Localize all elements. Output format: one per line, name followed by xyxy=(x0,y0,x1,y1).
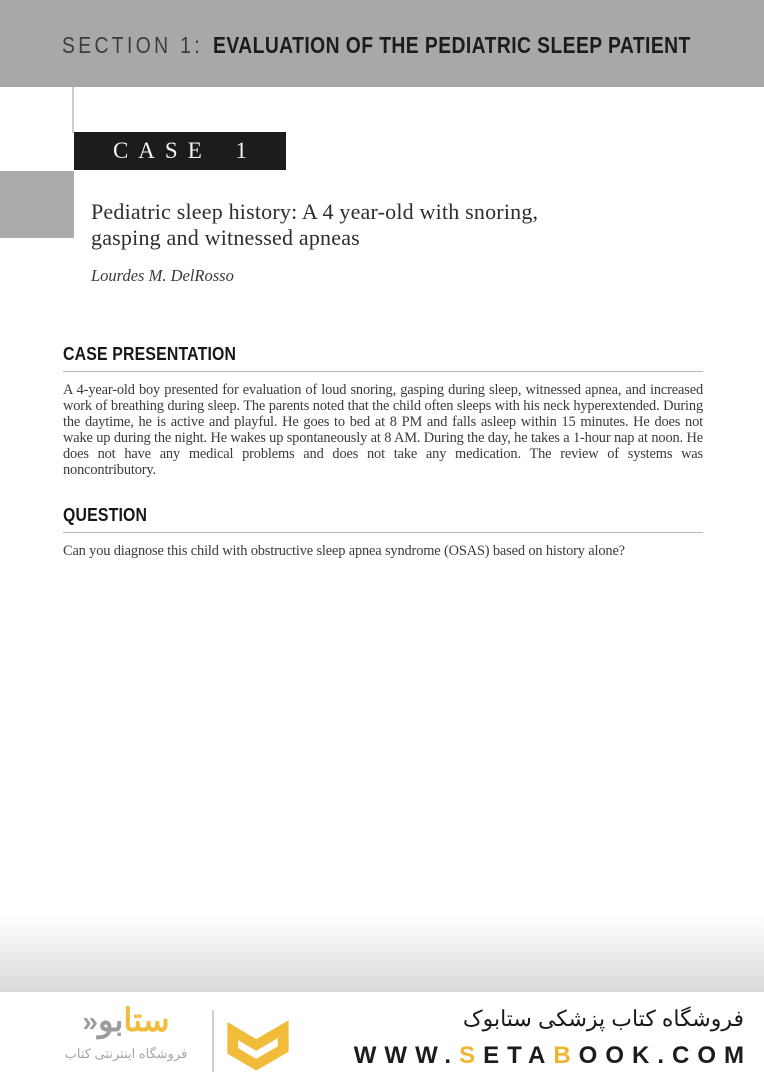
store-name-farsi: فروشگاه کتاب پزشکی ستابوک xyxy=(462,1006,744,1031)
wordmark-chevrons-icon: « xyxy=(82,1006,98,1037)
url-segment-accent: S xyxy=(459,1042,484,1069)
wordmark-part-yellow: ستا xyxy=(123,1002,170,1038)
margin-block xyxy=(0,171,74,238)
margin-rule xyxy=(72,87,74,133)
url-segment: ETA xyxy=(483,1042,554,1069)
setabook-chevron-logo-icon xyxy=(222,1004,294,1076)
url-segment: WWW. xyxy=(353,1042,460,1069)
brand-subtitle: فروشگاه اینترنتی کتاب xyxy=(64,1046,188,1061)
section-header-text xyxy=(62,32,691,59)
chapter-title-line-1: Pediatric sleep history: A 4 year-old with snoring, xyxy=(91,199,539,224)
chapter-title-line-2: gasping and witnessed apneas xyxy=(91,225,360,250)
chapter-title xyxy=(91,199,711,251)
author-name: Lourdes M. DelRosso xyxy=(91,266,234,285)
section-title: EVALUATION OF THE PEDIATRIC SLEEP PATIENT xyxy=(213,32,691,58)
section-number-label: SECTION 1: xyxy=(62,32,203,58)
setabook-wordmark xyxy=(45,1000,207,1042)
question-section xyxy=(63,505,703,560)
case-presentation-heading: CASE PRESENTATION xyxy=(63,344,237,364)
case-presentation-section xyxy=(63,344,703,478)
footer-fade-band xyxy=(0,915,764,992)
publisher-footer xyxy=(0,992,764,1080)
heading-rule xyxy=(63,371,703,372)
case-presentation-body: A 4-year-old boy presented for evaluation of loud snoring, gasping during sleep, witnessed apnea, and increased work of breathing during sleep. The parents noted that the child often sleeps with his neck hyperextended. During the daytime, he is active and playful. He goes to bed at 8 PM and falls asleep within 15 minutes. He does not wake up during the night. He wakes up spontaneously at 8 AM. During the day, he takes a 1-hour nap at noon. He does not have any medical problems and does not take any medication. The review of systems was noncontributory. xyxy=(63,382,703,478)
case-banner-label: CASE 1 xyxy=(112,138,258,163)
question-body: Can you diagnose this child with obstructive sleep apnea syndrome (OSAS) based on history alone? xyxy=(63,543,625,559)
url-segment: OOK.COM xyxy=(578,1042,752,1069)
footer-divider xyxy=(212,1010,214,1072)
case-banner xyxy=(74,132,286,170)
heading-rule xyxy=(63,532,703,533)
website-url xyxy=(354,1042,752,1070)
section-header-bar xyxy=(0,0,764,87)
url-segment-accent: B xyxy=(553,1042,579,1069)
question-heading: QUESTION xyxy=(63,505,148,525)
wordmark-part-gray: بو xyxy=(97,1002,124,1038)
